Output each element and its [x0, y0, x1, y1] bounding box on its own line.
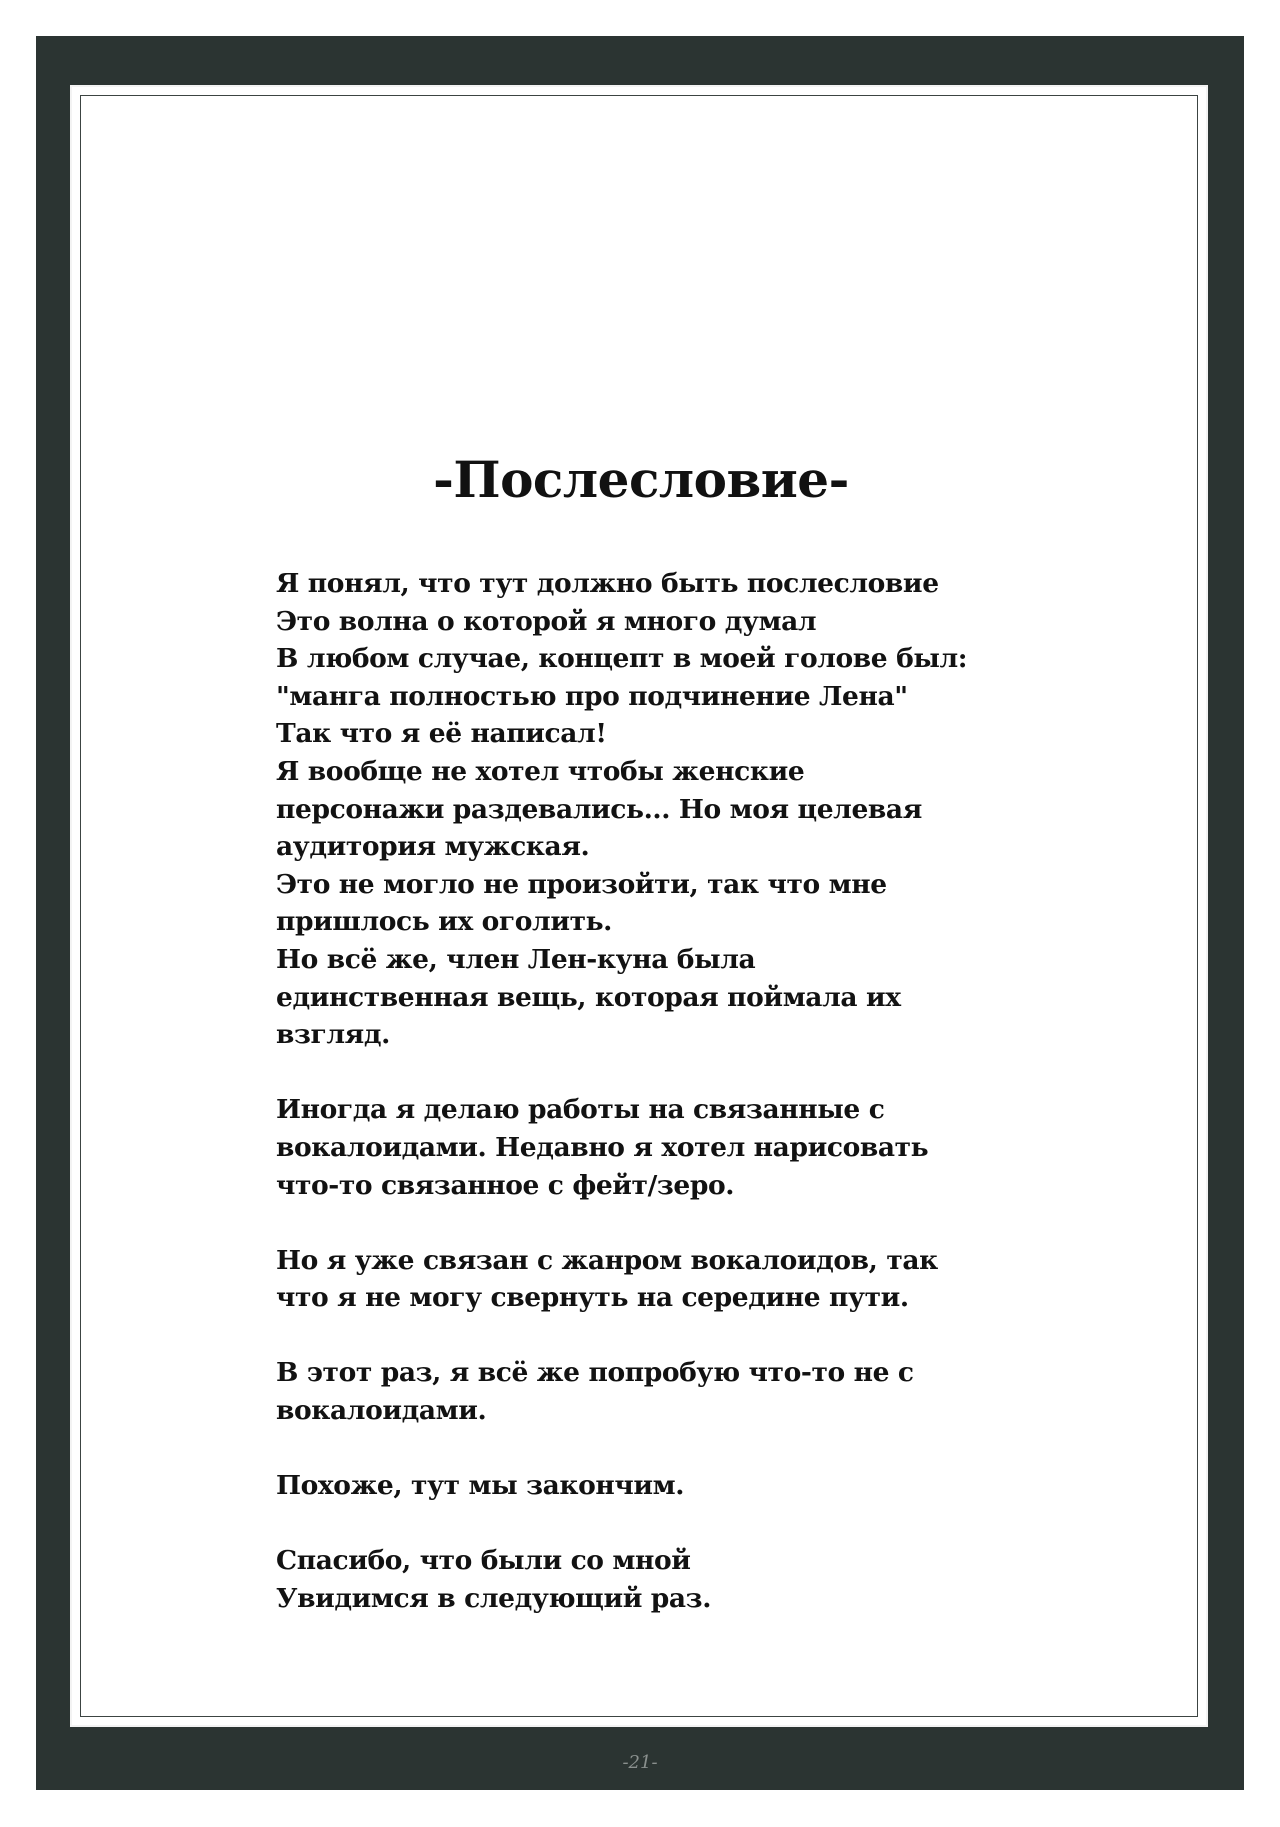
text-line: Так что я её написал!	[276, 718, 607, 750]
text-line: Я понял, что тут должно быть послесловие	[276, 568, 939, 599]
text-line: вокалоидами.	[276, 1395, 487, 1427]
paragraph-3	[276, 1242, 1036, 1317]
text-line: Это волна о которой я много думал	[276, 605, 817, 637]
paragraph-4	[276, 1354, 1036, 1429]
text-line: "манга полностью про подчинение Лена"	[276, 680, 908, 712]
text-line: В любом случае, концепт в моей голове был:	[276, 643, 968, 675]
text-line: Я вообще не хотел чтобы женские	[276, 755, 805, 787]
text-line: взгляд.	[276, 1019, 390, 1051]
text-line: Похоже, тут мы закончим.	[276, 1470, 685, 1502]
paragraph-6	[276, 1542, 1036, 1617]
text-line: единственная вещь, которая поймала их	[276, 981, 901, 1013]
text-line: вокалоидами. Недавно я хотел нарисовать	[276, 1131, 929, 1163]
page-title: -Послесловие-	[433, 450, 849, 509]
page-number: -21-	[622, 1752, 658, 1773]
text-line: пришлось их оголить.	[276, 906, 613, 938]
paragraph-2	[276, 1091, 1036, 1204]
text-line: Но всё же, член Лен-куна была	[276, 943, 756, 975]
text-line: В этот раз, я всё же попробую что-то не с	[276, 1357, 914, 1389]
text-line: Иногда я делаю работы на связанные с	[276, 1094, 885, 1126]
afterword-text	[276, 565, 1036, 1618]
paragraph-5	[276, 1467, 1036, 1505]
text-line: аудитория мужская.	[276, 831, 590, 863]
text-line: Увидимся в следующий раз.	[276, 1583, 712, 1615]
text-panel	[70, 85, 1208, 1727]
text-line: Но я уже связан с жанром вокалоидов, так	[276, 1244, 938, 1276]
text-line: что-то связанное с фейт/зеро.	[276, 1169, 735, 1201]
text-line: что я не могу свернуть на середине пути.	[276, 1282, 909, 1314]
text-line: Это не могло не произойти, так что мне	[276, 868, 887, 900]
text-line: Спасибо, что были со мной	[276, 1545, 691, 1577]
paragraph-1	[276, 565, 1036, 1054]
text-line: персонажи раздевались... Но моя целевая	[276, 793, 922, 825]
